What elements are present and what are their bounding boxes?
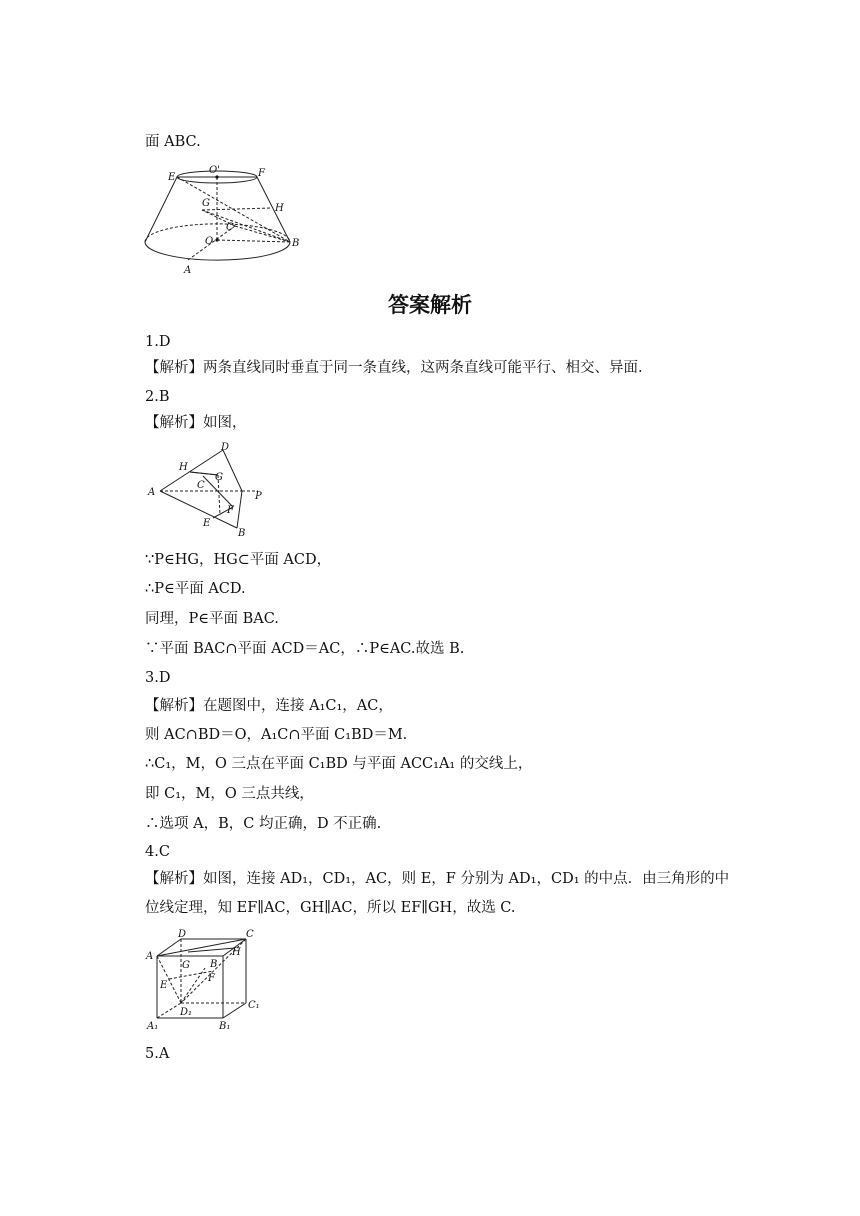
cube-label: H: [232, 947, 241, 958]
answer-2-line: ∴P∈平面 ACD.: [145, 581, 246, 597]
answer-2-line: ∵P∈HG，HG⊂平面 ACD，: [145, 552, 332, 568]
answer-3-line: 则 AC∩BD＝O，A₁C∩平面 C₁BD＝M.: [145, 727, 408, 743]
cube-label: B: [210, 959, 218, 970]
answer-2-number: 2.B: [145, 389, 170, 405]
quad-label: E: [203, 518, 211, 529]
frustum-figure: [140, 160, 310, 280]
answer-1-number: 1.D: [145, 334, 171, 350]
answer-1-explanation: 【解析】两条直线同时垂直于同一条直线，这两条直线可能平行、相交、异面.: [145, 360, 643, 376]
answer-3-line: 【解析】在题图中，连接 A₁C₁，AC，: [145, 698, 393, 714]
answer-3-line: ∴选项 A，B，C 均正确，D 不正确.: [145, 816, 382, 832]
quadrilateral-figure: [145, 440, 270, 540]
quad-label: D: [221, 442, 230, 453]
answer-5-number: 5.A: [145, 1046, 170, 1062]
cube-label: C: [246, 929, 254, 940]
cube-label: A₁: [147, 1021, 159, 1032]
frustum-label: A: [184, 265, 192, 276]
answer-3-line: 即 C₁，M，O 三点共线，: [145, 786, 314, 802]
cube-label: F: [208, 973, 215, 984]
quad-label: B: [238, 528, 246, 539]
frustum-label: O: [205, 236, 214, 247]
cube-label: G: [182, 960, 190, 971]
cube-label: D₁: [180, 1007, 193, 1018]
cube-label: E: [160, 980, 168, 991]
cube-figure: [143, 926, 268, 1036]
cube-label: A: [146, 951, 154, 962]
quad-label: F: [227, 505, 234, 516]
frustum-label: C: [226, 222, 234, 233]
answer-4-number: 4.C: [145, 844, 170, 860]
cube-label: B₁: [219, 1021, 231, 1032]
answer-2-intro: 【解析】如图，: [145, 415, 247, 431]
quad-label: H: [179, 462, 188, 473]
frustum-label: O': [209, 165, 220, 176]
answer-3-number: 3.D: [145, 670, 171, 686]
quad-label: P: [255, 491, 262, 502]
answer-2-line: 同理，P∈平面 BAC.: [145, 611, 279, 627]
frustum-label: E: [168, 172, 176, 183]
answer-2-line: ∵平面 BAC∩平面 ACD＝AC，∴P∈AC.故选 B.: [145, 641, 465, 657]
frustum-label: G: [202, 198, 210, 209]
quad-label: C: [197, 480, 205, 491]
quad-label: G: [215, 472, 223, 483]
quad-label: A: [148, 487, 156, 498]
answer-4-explanation-1: 【解析】如图，连接 AD₁，CD₁，AC，则 E，F 分别为 AD₁，CD₁ 的中点．由三角形的中: [145, 871, 730, 887]
frustum-label: H: [275, 203, 284, 214]
frustum-label: B: [292, 238, 300, 249]
cube-label: D: [178, 929, 187, 940]
top-line: 面 ABC.: [145, 134, 201, 150]
answer-3-line: ∴C₁，M，O 三点在平面 C₁BD 与平面 ACC₁A₁ 的交线上，: [145, 756, 533, 772]
frustum-label: F: [258, 168, 265, 179]
section-title: 答案解析: [388, 293, 472, 317]
answer-4-explanation-2: 位线定理，知 EF∥AC，GH∥AC，所以 EF∥GH，故选 C.: [145, 900, 516, 916]
cube-label: C₁: [248, 1000, 260, 1011]
